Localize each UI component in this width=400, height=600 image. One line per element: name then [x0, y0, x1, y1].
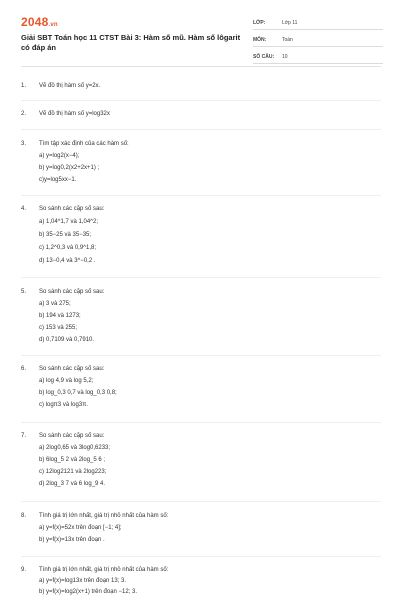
question-number: 4. [21, 206, 27, 212]
question-option: b) y=f(x)=13x trên đoạn . [39, 537, 105, 543]
question-option: a) y=f(x)=log13x trên đoạn 13; 3. [39, 578, 127, 584]
meta-key: MÔN: [253, 36, 267, 43]
question-option: b) log_0,3 0,7 và log_0,3 0,8; [39, 390, 117, 396]
question-option: a) 2log0,65 và 3log0,6233; [39, 445, 111, 451]
question-option: b) 6log_5 2 và 2log_5 6 ; [39, 457, 106, 463]
question-number: 5. [21, 289, 27, 295]
question-option: d) 13−0,4 và 3^−0,2 . [39, 258, 96, 264]
question-option: a) 1,04^1,7 và 1,04^2; [39, 219, 99, 225]
question-text: Tính giá trị lớn nhất, giá trị nhỏ nhất của hàm số: [39, 567, 169, 573]
question-option: c) 1,2^0,3 và 0,9^1,8; [39, 245, 96, 251]
question-option: a) y=log2(x−4); [39, 153, 80, 159]
meta-value: Lớp 11 [282, 19, 298, 26]
question-option: d) 0,7109 và 0,7910. [39, 337, 95, 343]
question-text: So sánh các cặp số sau: [39, 433, 105, 439]
question-option: a) y=f(x)=52x trên đoạn [−1; 4]; [39, 525, 122, 531]
meta-panel [253, 16, 383, 67]
question-number: 2. [21, 111, 27, 117]
meta-value: 10 [282, 53, 288, 60]
meta-value: Toán [282, 36, 293, 43]
question-number: 9. [21, 567, 27, 573]
question-number: 3. [21, 141, 27, 147]
question-option: b) 35−25 và 35−35; [39, 232, 92, 238]
question-number: 1. [21, 83, 27, 89]
question-option: b) 194 và 1273; [39, 313, 81, 319]
question-number: 8. [21, 513, 27, 519]
question-divider [21, 277, 381, 278]
question-text: Tìm tập xác định của các hàm số: [39, 141, 129, 147]
question-option: c) 153 và 255; [39, 325, 78, 331]
question-text: Tính giá trị lớn nhất, giá trị nhỏ nhất của hàm số: [39, 513, 169, 519]
question-divider [21, 556, 381, 557]
question-text: So sánh các cặp số sau: [39, 289, 105, 295]
question-number: 7. [21, 433, 27, 439]
question-text: Vẽ đồ thị hàm số y=2x. [39, 83, 101, 89]
meta-key: LỚP: [253, 19, 266, 26]
question-option: d) 2log_3 7 và 6 log_9 4. [39, 481, 106, 487]
question-divider [21, 100, 381, 101]
question-divider [21, 501, 381, 502]
meta-row-class [253, 16, 383, 30]
worksheet-header [0, 0, 400, 66]
question-divider [21, 195, 381, 196]
question-text: So sánh các cặp số sau: [39, 206, 105, 212]
meta-row-count [253, 50, 383, 64]
question-divider [21, 422, 381, 423]
header-divider [21, 66, 381, 67]
question-divider [21, 129, 381, 130]
question-number: 6. [21, 366, 27, 372]
question-divider [21, 355, 381, 356]
question-option: b) y=f(x)=log2(x+1) trên đoạn −12; 3. [39, 589, 138, 595]
question-option: c) logπ3 và log3π. [39, 402, 88, 408]
meta-row-subject [253, 33, 383, 47]
site-logo[interactable]: 2048.vn [21, 15, 58, 29]
question-option: b) y=log0,2(x2+2x+1) ; [39, 165, 100, 171]
question-option: c)y=log5xx−1. [39, 177, 77, 183]
question-text: So sánh các cặp số sau: [39, 366, 105, 372]
question-text: Vẽ đồ thị hàm số y=log32x [39, 111, 110, 117]
question-option: a) 3 và 275; [39, 301, 71, 307]
question-option: a) log 4,9 và log 5,2; [39, 378, 94, 384]
meta-key: SỐ CÂU: [253, 53, 275, 60]
question-option: c) 12log2121 và 2log223; [39, 469, 107, 475]
worksheet-title: Giải SBT Toán học 11 CTST Bài 3: Hàm số mũ. Hàm số lôgarit có đáp án [21, 33, 241, 52]
